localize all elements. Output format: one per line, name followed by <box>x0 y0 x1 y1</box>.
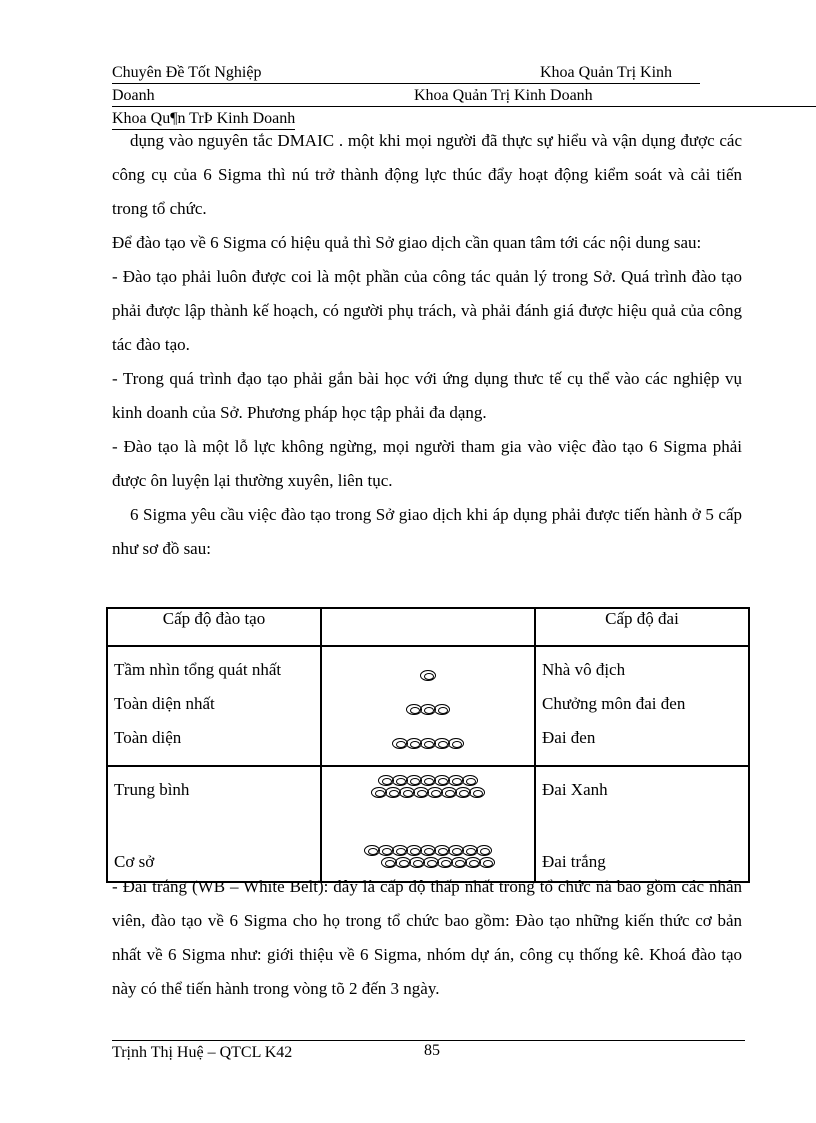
paragraph-training-practice: - Trong quá trình đạo tạo phải gắn bài học với ứng dụng thưc tế cụ thể vào các nghiệp vụ kinh doanh của Sở. Phương pháp học tập phải đa dạng. <box>112 369 742 422</box>
ring-icon <box>448 738 464 749</box>
rings-white-belt-row2 <box>322 857 534 868</box>
rings-green-belt-row2 <box>322 787 534 798</box>
page-number: 85 <box>424 1042 440 1059</box>
rings-master <box>322 704 534 715</box>
training-level-master: Toàn diện nhất <box>114 694 215 713</box>
ring-icon <box>420 670 436 681</box>
ring-icon <box>462 775 478 786</box>
paragraph-five-levels: 6 Sigma yêu cầu việc đào tạo trong Sở giao dịch khi áp dụng phải được tiến hành ở 5 cấp như sơ đồ sau: <box>112 505 742 558</box>
header-thesis-title: Chuyên Đề Tốt Nghiệp <box>112 64 262 81</box>
rings-green-belt-row1 <box>322 775 534 786</box>
belt-black: Đai đen <box>542 728 596 747</box>
body-text-top <box>112 124 742 566</box>
paragraph-training-continuous: - Đào tạo là một lỗ lực không ngừng, mọi người tham gia vào việc đào tạo 6 Sigma phải được ôn luyện lại thường xuyên, liên tục. <box>112 437 742 490</box>
upper-rings-diagram <box>321 646 535 766</box>
training-level-basic: Cơ sở <box>114 852 155 871</box>
rings-black-belt <box>322 738 534 749</box>
belt-champion: Nhà vô địch <box>542 660 626 679</box>
header-faculty-garbled: Khoa Qu¶n TrÞ Kinh Doanh <box>112 109 295 130</box>
header-line-1 <box>112 63 700 84</box>
col-header-diagram <box>321 608 535 646</box>
header-faculty-repeat: Khoa Quản Trị Kinh Doanh <box>414 87 593 104</box>
ring-icon <box>469 787 485 798</box>
footer-rule <box>112 1040 745 1041</box>
paragraph-training-management: - Đào tạo phải luôn được coi là một phần của công tác quản lý trong Sở. Quá trình đào tạo phải được lập thành kế hoạch, có người phụ trách, và phải đánh giá được hiệu quả của công tác đào tạo. <box>112 267 742 354</box>
belt-master-black: Chưởng môn đai đen <box>542 694 686 713</box>
ring-icon <box>476 845 492 856</box>
table-row-lower-levels <box>107 766 749 882</box>
header-wrap-word: Doanh <box>112 87 155 104</box>
header-line-2 <box>112 86 816 107</box>
belt-green: Đai Xanh <box>542 780 608 799</box>
upper-training-cell <box>107 646 321 766</box>
paragraph-white-belt: - Đai trắng (WB – White Belt): đây là cấp độ thấp nhất trong tổ chức nã bao gồm các nhân viên, đào tạo về 6 Sigma cho họ trong tổ chức bao gồm: Đào tạo những kiến thức cơ bản nhất về 6 Sigma như: giới thiệu về 6 Sigma, nhóm dự án, công cụ thống kê. Khoá đào tạo này có thể tiến hành trong vòng tõ 2 đến 3 ngày. <box>112 877 742 998</box>
paragraph-dmaic: dụng vào nguyên tắc DMAIC . một khi mọi người đã thực sự hiểu và vận dụng được các công cụ của 6 Sigma thì nú trở thành động lực thúc đẩy hoạt động kiểm soát và cải tiến trong tổ chức. <box>112 131 742 218</box>
paragraph-training-intro: Để đào tạo về 6 Sigma có hiệu quả thì Sở giao dịch cần quan tâm tới các nội dung sau: <box>112 233 702 252</box>
ring-icon <box>479 857 495 868</box>
training-level-comprehensive: Toàn diện <box>114 728 182 747</box>
footer-author: Trịnh Thị Huệ – QTCL K42 <box>112 1044 293 1061</box>
lower-training-cell <box>107 766 321 882</box>
belt-white: Đai trắng <box>542 852 606 871</box>
lower-belt-cell <box>535 766 749 882</box>
col-header-training-level: Cấp độ đào tạo <box>107 608 321 646</box>
training-level-intermediate: Trung bình <box>114 780 190 799</box>
ring-icon <box>434 704 450 715</box>
table-row-upper-levels <box>107 646 749 766</box>
table-header-row <box>107 608 749 646</box>
training-level-champion: Tầm nhìn tổng quát nhất <box>114 660 282 679</box>
col-header-belt-level: Cấp độ đai <box>535 608 749 646</box>
rings-champion <box>322 670 534 681</box>
header-faculty: Khoa Quản Trị Kinh <box>540 64 673 81</box>
lower-rings-diagram <box>321 766 535 882</box>
training-levels-table <box>106 607 750 883</box>
body-text-bottom <box>112 870 742 1006</box>
rings-white-belt-row1 <box>322 845 534 856</box>
upper-belt-cell <box>535 646 749 766</box>
